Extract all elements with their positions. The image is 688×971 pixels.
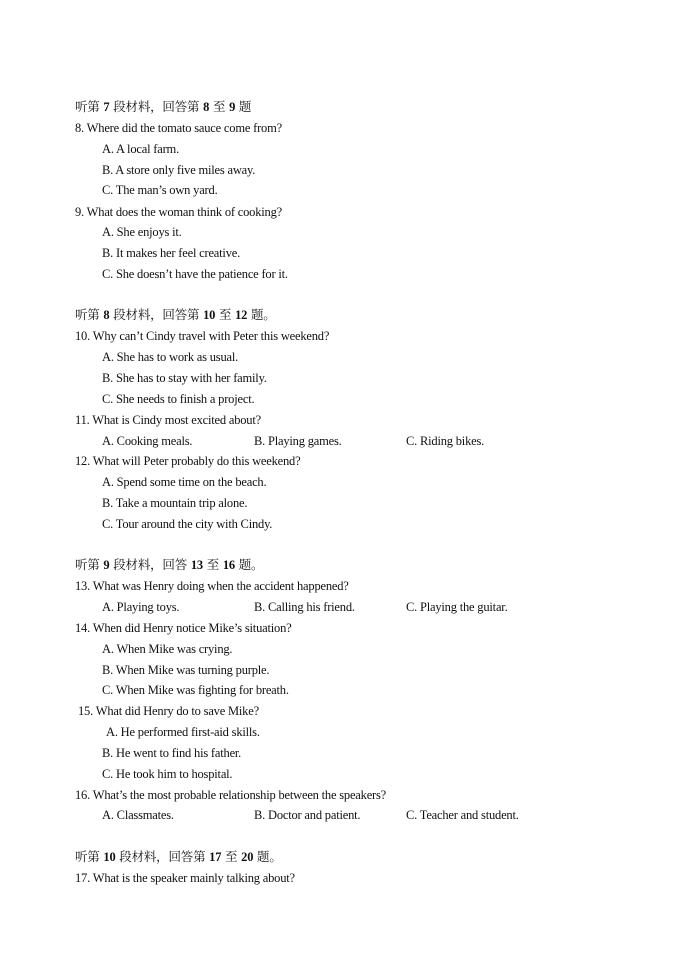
question-text: 16. What’s the most probable relationship between the speakers?	[75, 788, 387, 802]
answer-option: B. When Mike was turning purple.	[102, 663, 270, 677]
section-heading: 听第 7 段材料，回答第 8 至 9 题	[75, 99, 252, 114]
question-text: 11. What is Cindy most excited about?	[75, 413, 261, 427]
answer-option: C. Tour around the city with Cindy.	[102, 517, 273, 531]
section-heading: 听第 8 段材料，回答第 10 至 12 题。	[75, 307, 276, 322]
answer-option: A. Playing toys.	[102, 600, 180, 614]
answer-option: C. When Mike was fighting for breath.	[102, 683, 289, 697]
answer-option: A. When Mike was crying.	[102, 642, 233, 656]
section-heading: 听第 9 段材料，回答 13 至 16 题。	[75, 557, 264, 572]
question-text: 8. Where did the tomato sauce come from?	[75, 121, 282, 135]
answer-option: B. Playing games.	[254, 434, 342, 448]
answer-option: B. Doctor and patient.	[254, 808, 361, 822]
answer-option: B. Calling his friend.	[254, 600, 355, 614]
answer-option: B. Take a mountain trip alone.	[102, 496, 248, 510]
answer-option: C. Riding bikes.	[406, 434, 485, 448]
question-text: 12. What will Peter probably do this weekend?	[75, 454, 301, 468]
question-text: 14. When did Henry notice Mike’s situation?	[75, 621, 292, 635]
answer-option: C. He took him to hospital.	[102, 767, 233, 781]
answer-option: A. He performed first-aid skills.	[106, 725, 260, 739]
answer-option: C. The man’s own yard.	[102, 183, 218, 197]
answer-option: A. Spend some time on the beach.	[102, 475, 267, 489]
answer-option: B. She has to stay with her family.	[102, 371, 267, 385]
section-heading: 听第 10 段材料，回答第 17 至 20 题。	[75, 849, 282, 864]
question-text: 13. What was Henry doing when the accident happened?	[75, 579, 349, 593]
answer-option: B. It makes her feel creative.	[102, 246, 241, 260]
answer-option: C. Teacher and student.	[406, 808, 519, 822]
answer-option: C. She needs to finish a project.	[102, 392, 255, 406]
question-text: 10. Why can’t Cindy travel with Peter this weekend?	[75, 329, 330, 343]
answer-option: B. A store only five miles away.	[102, 163, 256, 177]
answer-option: C. She doesn’t have the patience for it.	[102, 267, 288, 281]
answer-option: A. Cooking meals.	[102, 434, 193, 448]
answer-option: A. She enjoys it.	[102, 225, 182, 239]
answer-option: A. She has to work as usual.	[102, 350, 239, 364]
answer-option: C. Playing the guitar.	[406, 600, 508, 614]
question-text: 17. What is the speaker mainly talking about?	[75, 871, 295, 885]
question-text: 9. What does the woman think of cooking?	[75, 205, 283, 219]
answer-option: B. He went to find his father.	[102, 746, 242, 760]
answer-option: A. A local farm.	[102, 142, 179, 156]
answer-option: A. Classmates.	[102, 808, 174, 822]
question-text: 15. What did Henry do to save Mike?	[78, 704, 259, 718]
